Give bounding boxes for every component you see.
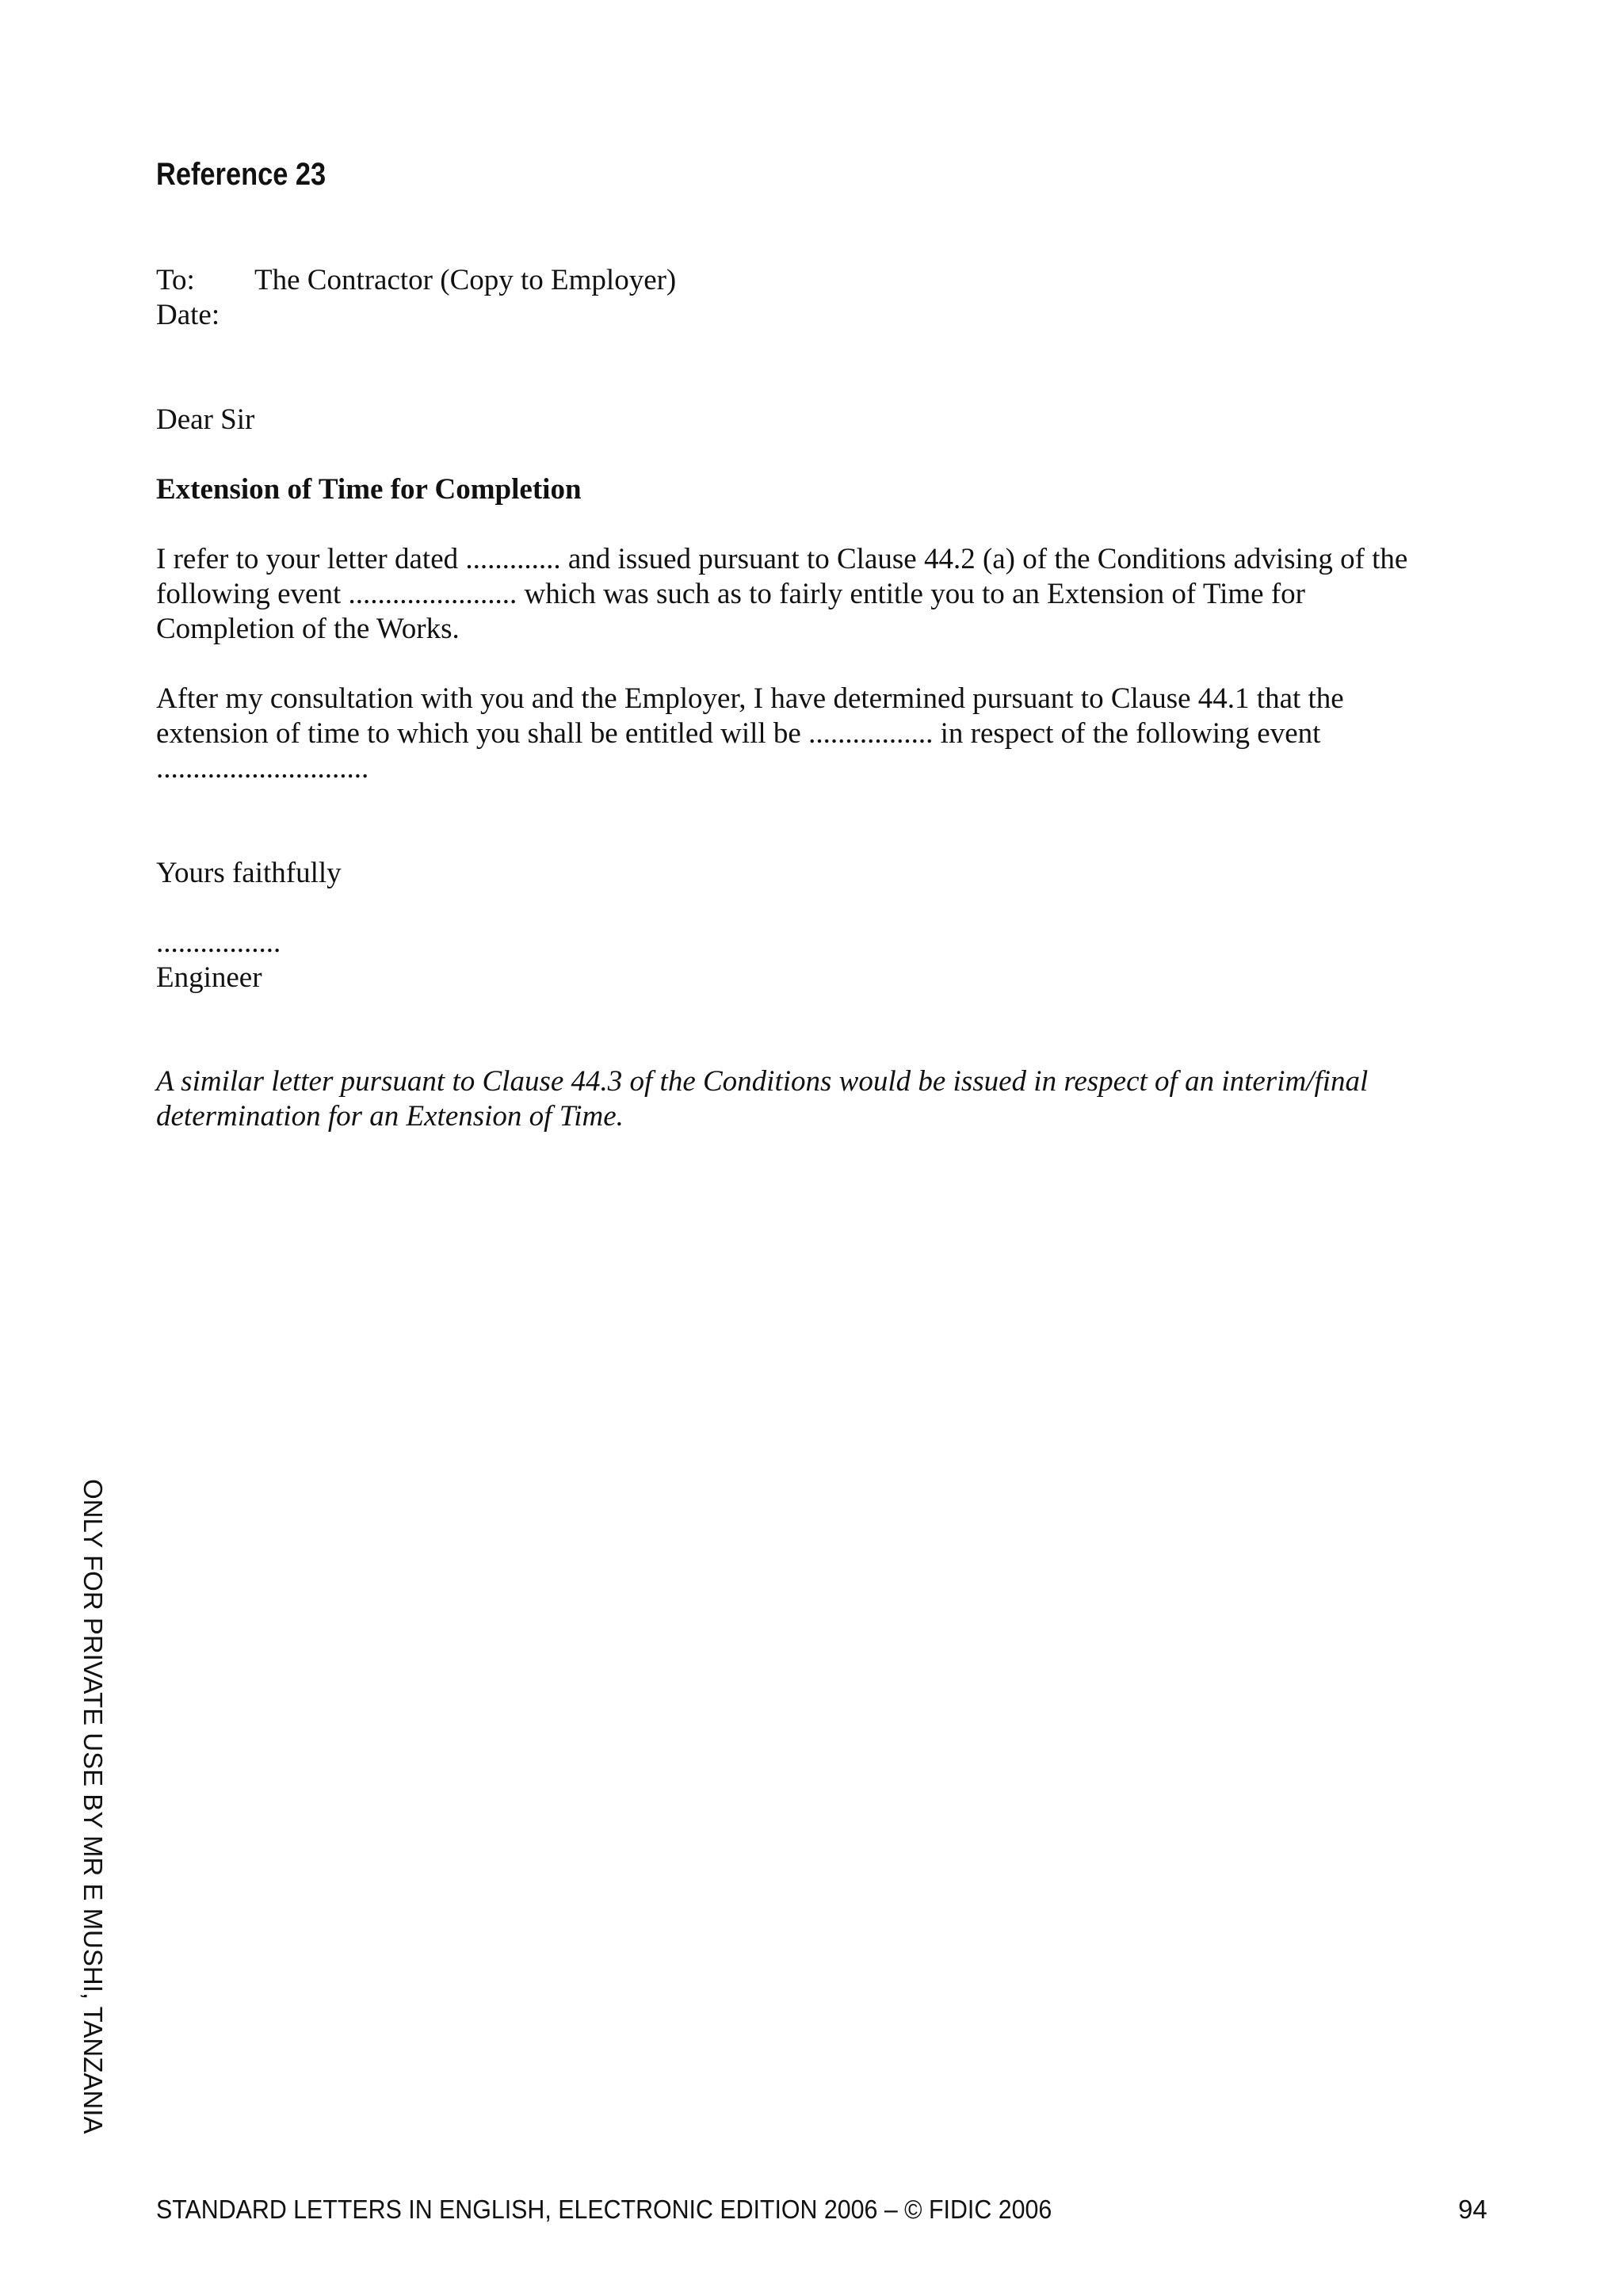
date-label: Date:	[156, 299, 220, 331]
body-paragraph-2	[156, 682, 1519, 786]
side-watermark: ONLY FOR PRIVATE USE BY MR E MUSHI, TANZANIA	[78, 1479, 108, 2134]
paragraph-line: I refer to your letter dated ............. and issued pursuant to Clause 44.2 (a) of the Conditions advising of the	[156, 543, 1408, 575]
note-line: A similar letter pursuant to Clause 44.3 of the Conditions would be issued in respect of an interim/final	[156, 1065, 1369, 1098]
paragraph-line: .............................	[156, 752, 369, 785]
paragraph-line: following event ....................... which was such as to fairly entitle you to an Extension of Time for	[156, 578, 1305, 610]
signatory-title: Engineer	[156, 961, 262, 994]
italic-note	[156, 1064, 1519, 1134]
to-label: To:	[156, 264, 195, 296]
body-paragraph-1	[156, 542, 1519, 647]
footer-text: STANDARD LETTERS IN ENGLISH, ELECTRONIC EDITION 2006 – © FIDIC 2006	[156, 2195, 1052, 2224]
date-row	[156, 298, 1503, 333]
paragraph-line: extension of time to which you shall be entitled will be ................. in respect of the following event	[156, 717, 1321, 750]
address-block	[156, 263, 1503, 333]
salutation: Dear Sir	[156, 403, 255, 436]
signature-block	[156, 926, 281, 995]
signature-line: .................	[156, 926, 281, 959]
to-value: The Contractor (Copy to Employer)	[254, 264, 677, 296]
page-number: 94	[1458, 2195, 1487, 2224]
closing: Yours faithfully	[156, 857, 342, 889]
paragraph-line: After my consultation with you and the Employer, I have determined pursuant to Clause 44.1 that the	[156, 682, 1344, 715]
note-line: determination for an Extension of Time.	[156, 1100, 624, 1133]
subject-line: Extension of Time for Completion	[156, 473, 582, 506]
paragraph-line: Completion of the Works.	[156, 613, 460, 645]
reference-heading: Reference 23	[156, 157, 327, 192]
to-row	[156, 263, 1503, 298]
